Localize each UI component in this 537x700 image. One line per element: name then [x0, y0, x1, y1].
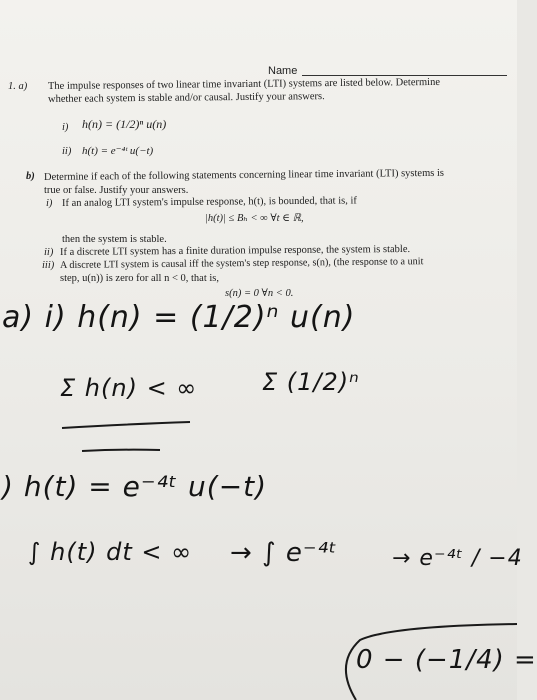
b-ii-label: ii) — [44, 247, 54, 258]
part-a-instruction-line2: whether each system is stable and/or causal. Justify your answers. — [47, 91, 325, 105]
item-ii-equation: h(t) = e⁻⁴ᵗ u(−t) — [82, 145, 154, 157]
part-b-label: b) — [26, 171, 35, 182]
hw-integral-condition: ∫ h(t) dt < ∞ — [28, 538, 193, 566]
b-i-equation: |h(t)| ≤ Bₕ < ∞ ∀t ∈ ℝ, — [205, 213, 304, 224]
item-i-equation: h(n) = (1/2)ⁿ u(n) — [82, 117, 167, 131]
hw-part-a-ii-heading: ) h(t) = e⁻⁴ᵗ u(−t) — [2, 470, 268, 503]
b-i-label: i) — [46, 198, 53, 209]
part-b-instruction-line2: true or false. Justify your answers. — [44, 185, 189, 196]
b-ii-text: If a discrete LTI system has a finite duration impulse response, the system is stable. — [59, 243, 411, 258]
b-iii-equation: s(n) = 0 ∀n < 0. — [225, 288, 294, 299]
hw-summation-series: Σ (1/2)ⁿ — [262, 368, 360, 396]
final-bracket — [346, 624, 517, 700]
item-i-label: i) — [62, 122, 69, 133]
underline-1 — [62, 422, 190, 428]
item-ii-label: ii) — [62, 146, 72, 157]
b-i-text: If an analog LTI system's impulse response, h(t), is bounded, that is, if — [61, 195, 357, 209]
b-iii-label: iii) — [42, 260, 55, 271]
part-b-instruction-line1: Determine if each of the following statements concerning linear time invariant (LTI) systems is — [43, 167, 444, 183]
hw-final-evaluation: 0 − (−1/4) = — [356, 645, 537, 675]
part-a-instruction-line1: The impulse responses of two linear time invariant (LTI) systems are listed below. Determine — [47, 76, 441, 92]
b-iii-line1: A discrete LTI system is causal iff the system's step response, s(n), (the response to a unit — [59, 256, 424, 271]
b-iii-line2: step, u(n)) is zero for all n < 0, that is, — [60, 273, 220, 284]
b-i-conclusion: then the system is stable. — [62, 234, 167, 245]
hw-summation-condition: Σ h(n) < ∞ — [60, 374, 198, 402]
hw-integral-expression: → ∫ e⁻⁴ᵗ — [230, 538, 338, 568]
name-label: Name — [268, 65, 298, 77]
part-a-label: 1. a) — [8, 81, 28, 92]
hw-integral-result: → e⁻⁴ᵗ / −4 — [392, 546, 523, 571]
hw-part-a-i-heading: a) i) h(n) = (1/2)ⁿ u(n) — [2, 300, 356, 335]
underline-2 — [82, 450, 160, 451]
